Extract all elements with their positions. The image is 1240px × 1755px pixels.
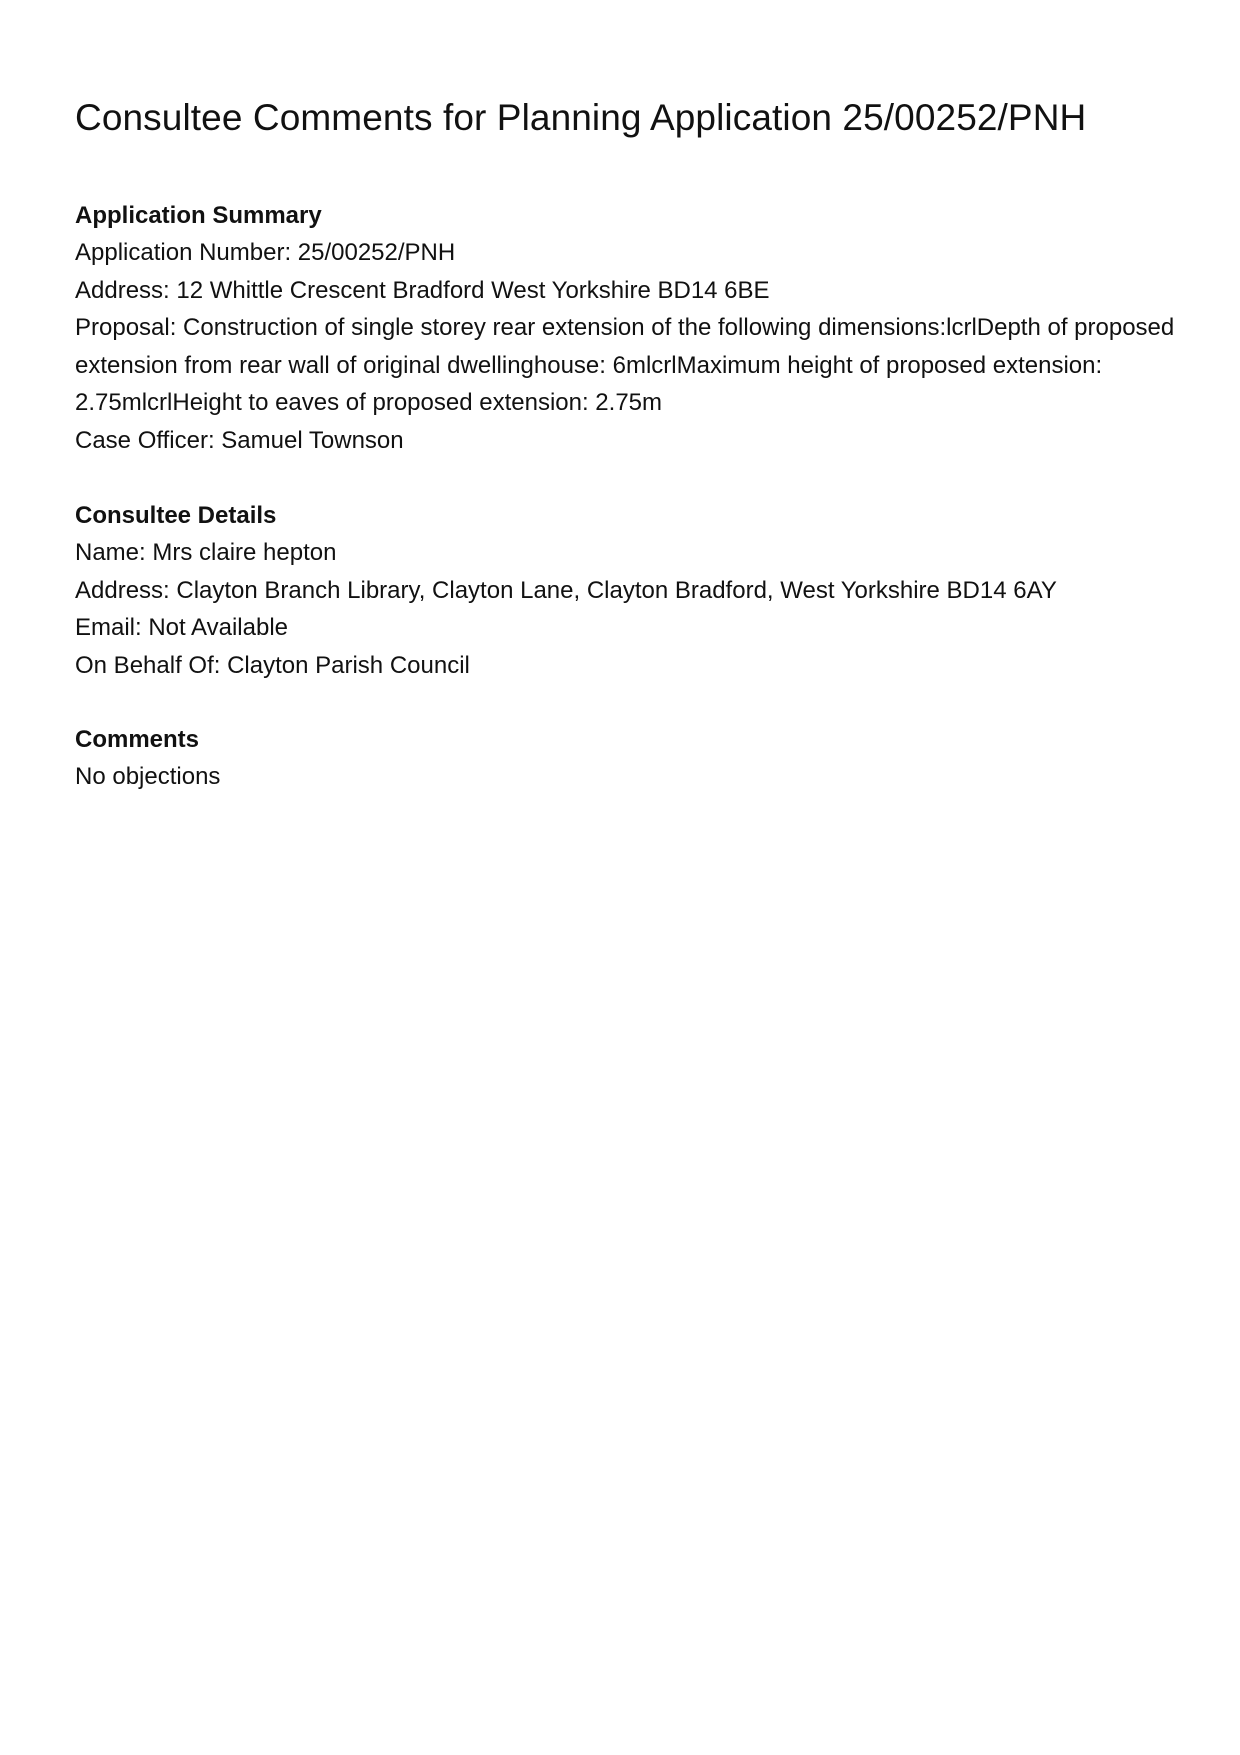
application-summary-heading: Application Summary	[75, 202, 322, 229]
consultee-email: Email: Not Available	[75, 614, 288, 641]
consultee-details-section	[75, 497, 1175, 684]
application-summary-section	[75, 197, 1175, 459]
case-officer: Case Officer: Samuel Townson	[75, 426, 404, 454]
comments-heading: Comments	[75, 726, 200, 753]
application-address: Address: 12 Whittle Crescent Bradford West Yorkshire BD14 6BE	[75, 276, 770, 304]
consultee-details-heading: Consultee Details	[75, 502, 277, 529]
consultee-address: Address: Clayton Branch Library, Clayton Lane, Clayton Bradford, West Yorkshire BD14 6AY	[75, 576, 1057, 604]
application-proposal: Proposal: Construction of single storey rear extension of the following dimensions:lcrlDepth of proposed extension from rear wall of original dwellinghouse: 6mlcrlMaximum height of proposed extension: 2.75mlcrlHeight to eaves of proposed extension: 2.75m	[75, 314, 1175, 416]
page-title: Consultee Comments for Planning Application 25/00252/PNH	[75, 97, 1087, 138]
comments-text: No objections	[75, 763, 221, 790]
application-number: Application Number: 25/00252/PNH	[75, 239, 456, 266]
consultee-name: Name: Mrs claire hepton	[75, 539, 337, 566]
consultee-on-behalf-of: On Behalf Of: Clayton Parish Council	[75, 651, 470, 679]
comments-section	[75, 721, 1175, 796]
